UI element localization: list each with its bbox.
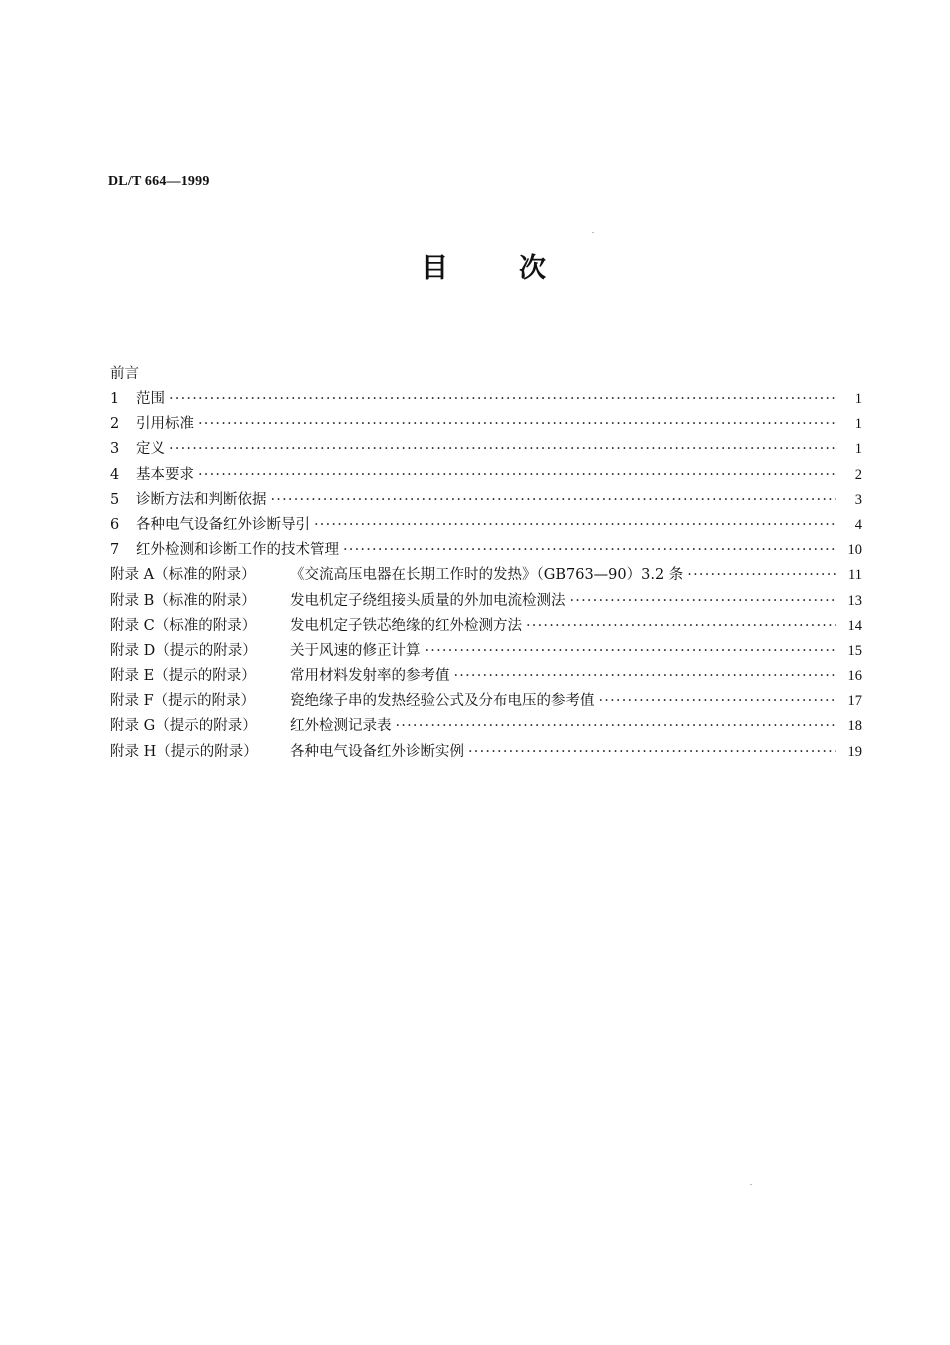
toc-appendix-c[interactable]: [110, 614, 862, 639]
toc-item-title: 基本要求: [136, 466, 194, 483]
toc-item-6[interactable]: [110, 513, 862, 538]
toc-item-title: 各种电气设备红外诊断实例: [290, 743, 464, 760]
toc-item-page: 2: [854, 466, 862, 483]
toc-item-page: 16: [847, 668, 862, 685]
toc-appendix-b[interactable]: [110, 589, 862, 614]
toc-appendix-e[interactable]: [110, 664, 862, 689]
toc-item-number: 6: [110, 516, 120, 533]
toc-appendix-g[interactable]: [110, 714, 862, 739]
toc-item-number: 2: [110, 416, 120, 433]
toc-preface[interactable]: 前言: [110, 366, 139, 382]
page-title-char-1: 目: [421, 253, 448, 284]
toc-item-4[interactable]: [110, 463, 862, 488]
toc-item-number: 5: [110, 491, 120, 508]
toc-item-page: 1: [854, 441, 862, 458]
toc-appendix-label: 附录 C（标准的附录）: [110, 617, 257, 634]
toc-item-title: 诊断方法和判断依据: [136, 491, 267, 508]
toc-item-title: 《交流高压电器在长期工作时的发热》（GB763—90）3.2 条: [290, 567, 684, 584]
toc-item-page: 19: [847, 743, 862, 760]
toc-item-title: 关于风速的修正计算: [290, 642, 421, 659]
toc-item-title: 常用材料发射率的参考值: [290, 668, 450, 685]
toc-appendix-d[interactable]: [110, 639, 862, 664]
toc-item-number: 4: [110, 466, 120, 483]
toc-item-page: 14: [847, 617, 862, 634]
toc-item-page: 15: [847, 642, 862, 659]
toc-item-page: 3: [854, 491, 862, 508]
toc-item-5[interactable]: [110, 488, 862, 513]
toc-item-7[interactable]: [110, 538, 862, 563]
toc-item-title: 范围: [136, 391, 165, 407]
toc-item-title: 红外检测和诊断工作的技术管理: [136, 542, 339, 559]
scan-speck: [750, 1184, 752, 1185]
toc-appendix-label: 附录 F（提示的附录）: [110, 693, 256, 710]
toc-appendix-label: 附录 H（提示的附录）: [110, 743, 258, 760]
toc-item-title: 瓷绝缘子串的发热经验公式及分布电压的参考值: [290, 693, 595, 710]
toc-item-title: 定义: [136, 441, 165, 458]
toc-appendix-label: 附录 G（提示的附录）: [110, 718, 257, 735]
toc-item-page: 1: [854, 416, 862, 433]
scan-speck: [592, 232, 594, 233]
toc-appendix-label: 附录 E（提示的附录）: [110, 668, 256, 685]
toc-item-page: 17: [847, 693, 862, 710]
toc-item-page: 4: [854, 516, 862, 533]
toc-item-title: 引用标准: [136, 416, 194, 433]
page-title: [0, 246, 950, 282]
toc-item-3[interactable]: [110, 437, 862, 462]
table-of-contents: [110, 362, 862, 765]
toc-appendix-label: 附录 A（标准的附录）: [110, 567, 256, 584]
toc-item-title: 各种电气设备红外诊断导引: [136, 516, 310, 533]
toc-appendix-label: 附录 B（标准的附录）: [110, 592, 256, 609]
document-code: DL/T 664—1999: [108, 174, 210, 189]
toc-item-number: 7: [110, 542, 120, 559]
toc-appendix-h[interactable]: [110, 740, 862, 765]
toc-item-1[interactable]: [110, 387, 862, 412]
toc-item-page: 1: [854, 391, 862, 407]
toc-item-title: 发电机定子绕组接头质量的外加电流检测法: [290, 592, 566, 609]
toc-item-number: 1: [110, 391, 120, 407]
toc-item-title: 红外检测记录表: [290, 718, 392, 735]
toc-item-page: 13: [847, 592, 862, 609]
toc-appendix-label: 附录 D（提示的附录）: [110, 642, 257, 659]
toc-appendix-f[interactable]: [110, 689, 862, 714]
page-title-char-2: 次: [519, 253, 546, 284]
toc-item-page: 11: [848, 567, 862, 584]
toc-appendix-a[interactable]: [110, 563, 862, 588]
toc-item-2[interactable]: [110, 412, 862, 437]
toc-item-title: 发电机定子铁芯绝缘的红外检测方法: [290, 617, 522, 634]
toc-item-page: 18: [847, 718, 862, 735]
toc-item-number: 3: [110, 441, 120, 458]
toc-item-page: 10: [847, 542, 862, 559]
